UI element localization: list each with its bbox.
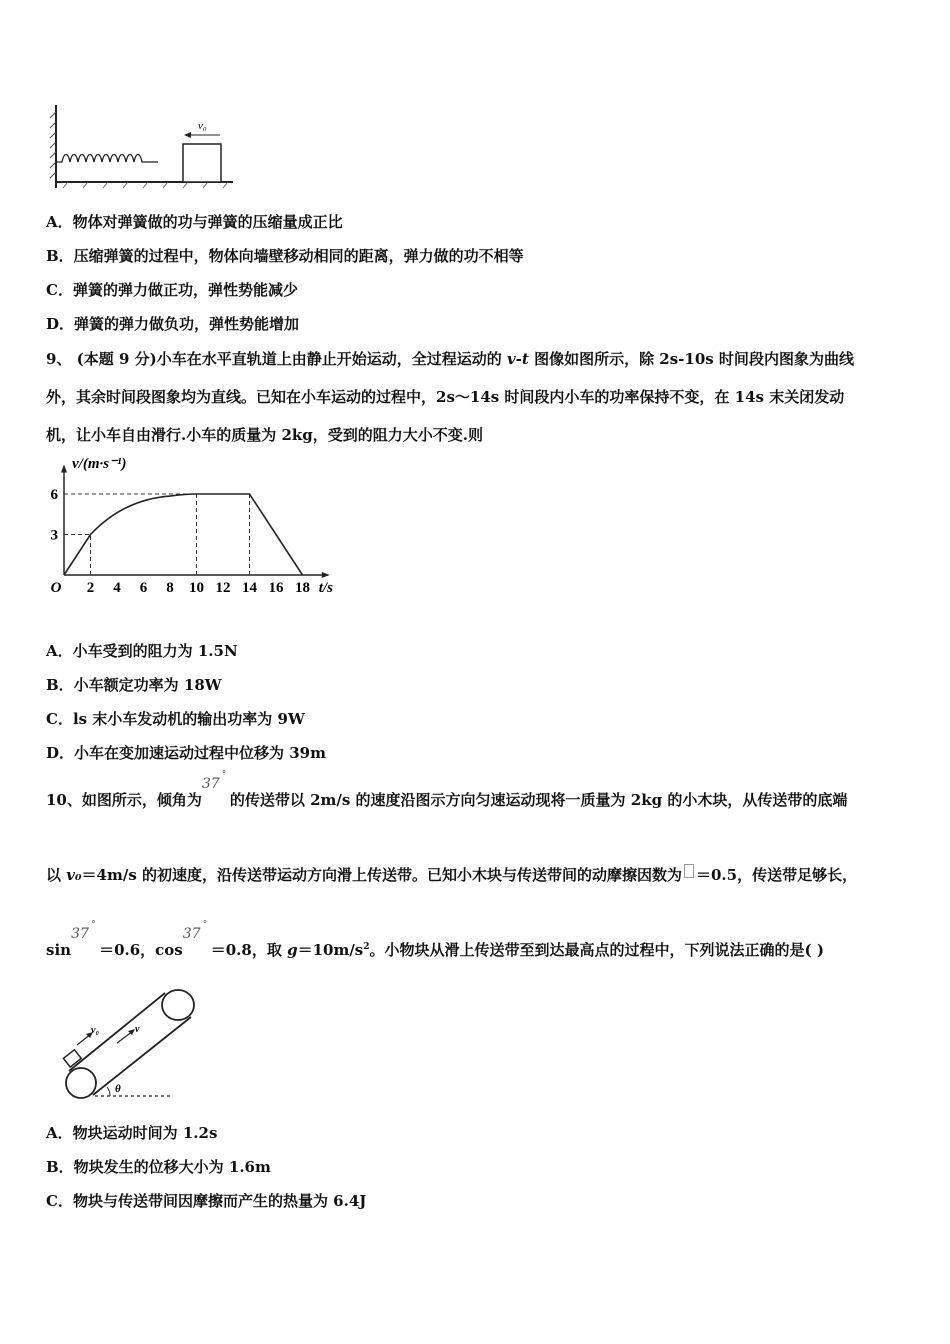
q10-stem-line1: 10、如图所示，倾角为 37 ° 的传送带以 2m/s 的速度沿图示方向匀速运动现将一质量为 2kg 的小木块，从传送带的底端 [46,770,848,809]
spring-block-figure [48,100,248,195]
x-tick-label: 6 [139,580,148,596]
angle-37: 37 ° [201,770,227,792]
wood-block [63,1050,81,1067]
x-tick-label: 2 [86,580,95,596]
angle-37-cos: 37 ° [182,920,208,942]
x-tick-label: 14 [242,580,257,596]
vt-chart [40,450,340,605]
origin-label: O [50,580,62,596]
x-axis-label: t/s [318,580,333,596]
y-axis-label: v/(m·s⁻¹) [72,456,127,472]
q9-stem-line2: 外，其余时间段图象均为直线。已知在小车运动的过程中，2s～14s 时间段内小车的功率保持不变，在 14s 末关闭发动 [46,388,845,406]
mu-symbol-placeholder [684,864,694,878]
x-tick-label: 10 [189,580,204,596]
y-tick-label: 6 [50,487,58,503]
x-tick-label: 16 [268,580,284,596]
q10-stem-line3: sin 37 ° ＝0.6，cos 37 ° ＝0.8，取 $g=10m/s^2$。小物块从滑上传送带至到达最高点的过程中，下列说法正确的是( ) [46,920,824,959]
q8-option-a: A．物体对弹簧做的功与弹簧的压缩量成正比 [46,213,343,231]
block [183,144,221,182]
v0-label: v₀ [198,120,207,132]
theta-label: θ [115,1083,121,1095]
conveyor-belt-figure [55,985,205,1105]
q9-option-d: D．小车在变加速运动过程中位移为 39m [46,744,326,762]
v-label: v [135,1024,140,1035]
q9-option-c: C．ls 末小车发动机的输出功率为 9W [46,710,305,728]
q10-stem-line2: 以 v₀＝4m/s 的初速度，沿传送带运动方向滑上传送带。已知小木块与传送带间的动摩擦因数为 ＝0.5，传送带足够长， [46,866,858,884]
q10-option-b: B．物块发生的位移大小为 1.6m [46,1158,271,1176]
q9-stem-line3: 机，让小车自由滑行.小车的质量为 2kg，受到的阻力大小不变.则 [46,426,483,444]
q8-option-b: B．压缩弹簧的过程中，物体向墙壁移动相同的距离，弹力做的功不相等 [46,247,524,265]
q9-option-a: A．小车受到的阻力为 1.5N [46,642,238,660]
q8-option-c: C．弹簧的弹力做正功，弹性势能减少 [46,281,298,299]
series-line-v [64,494,303,575]
q9-option-b: B．小车额定功率为 18W [46,676,222,694]
angle-37-sin: 37 ° [71,920,96,942]
spring-coil [56,155,158,163]
x-tick-label: 12 [215,580,231,596]
x-tick-label: 8 [166,580,174,596]
q10-option-c: C．物块与传送带间因摩擦而产生的热量为 6.4J [46,1192,367,1210]
q8-option-d: D．弹簧的弹力做负功，弹性势能增加 [46,315,300,333]
x-tick-label: 4 [113,580,121,596]
q10-option-a: A．物块运动时间为 1.2s [46,1124,218,1142]
x-tick-label: 18 [295,580,310,596]
y-axis-arrow [61,465,67,473]
y-tick-label: 3 [50,527,58,544]
v0-label: v₀ [91,1025,99,1036]
q9-stem-line1: 9、 (本题 9 分)小车在水平直轨道上由静止开始运动，全过程运动的 v-t 图像如图所示，除 2s-10s 时间段内图象为曲线 [46,350,854,368]
x-axis-arrow [322,572,330,578]
